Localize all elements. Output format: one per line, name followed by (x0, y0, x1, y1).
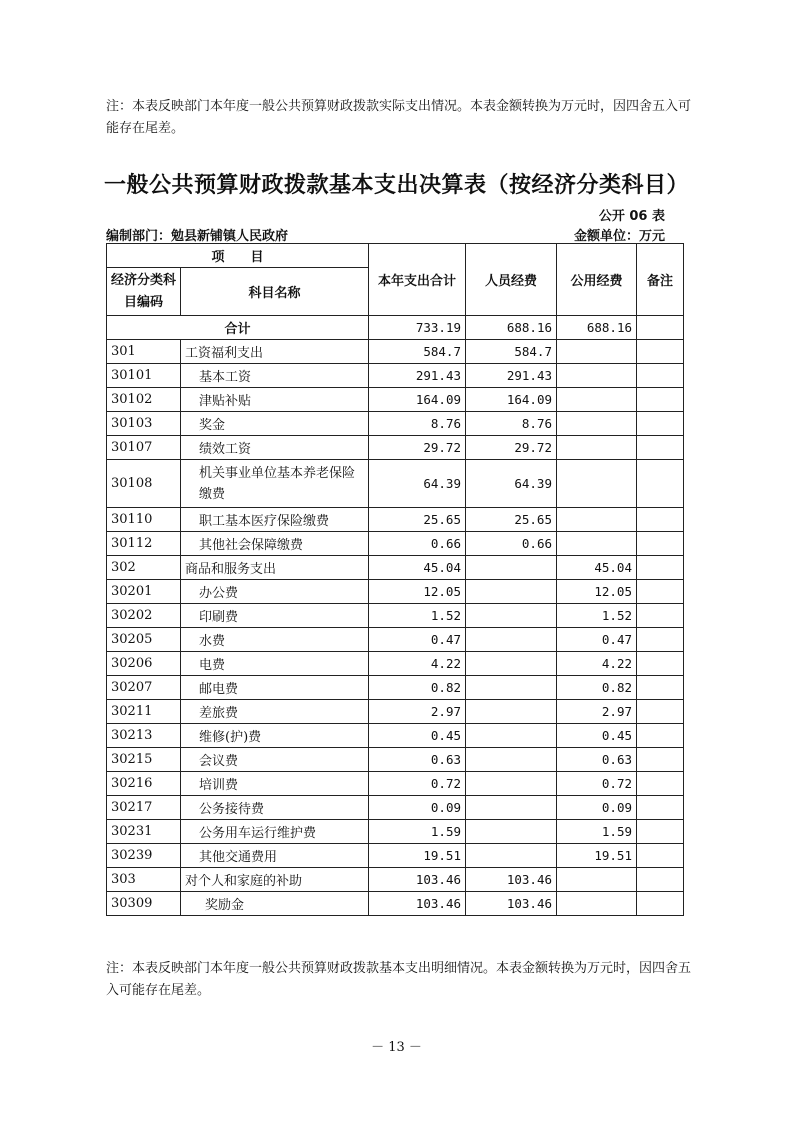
row-remark (637, 676, 684, 700)
row-total: 291.43 (369, 364, 466, 388)
row-public (557, 892, 637, 916)
total-remark (637, 316, 684, 340)
row-code: 30231 (107, 820, 181, 844)
row-total: 1.52 (369, 604, 466, 628)
table-row (107, 628, 684, 652)
row-remark (637, 556, 684, 580)
row-personnel: 103.46 (466, 892, 557, 916)
row-remark (637, 604, 684, 628)
row-code: 30102 (107, 388, 181, 412)
row-code: 301 (107, 340, 181, 364)
row-name: 电费 (181, 652, 369, 676)
header-row-1 (107, 244, 684, 268)
row-total: 25.65 (369, 508, 466, 532)
row-remark (637, 580, 684, 604)
row-public: 4.22 (557, 652, 637, 676)
row-personnel: 25.65 (466, 508, 557, 532)
row-code: 302 (107, 556, 181, 580)
row-personnel (466, 844, 557, 868)
row-public: 1.52 (557, 604, 637, 628)
table-row (107, 460, 684, 508)
row-personnel: 8.76 (466, 412, 557, 436)
row-public: 0.47 (557, 628, 637, 652)
row-code: 30216 (107, 772, 181, 796)
row-code: 30201 (107, 580, 181, 604)
table-row (107, 412, 684, 436)
department-label: 编制部门：勉县新铺镇人民政府 (106, 229, 289, 244)
row-total: 8.76 (369, 412, 466, 436)
row-personnel (466, 604, 557, 628)
row-public: 0.82 (557, 676, 637, 700)
row-personnel (466, 652, 557, 676)
total-amount: 733.19 (369, 316, 466, 340)
row-remark (637, 652, 684, 676)
row-total: 45.04 (369, 556, 466, 580)
header-code: 经济分类科目编码 (107, 268, 181, 316)
row-name: 差旅费 (181, 700, 369, 724)
row-total: 0.09 (369, 796, 466, 820)
row-personnel (466, 772, 557, 796)
header-project: 项 目 (107, 244, 369, 268)
table-row (107, 364, 684, 388)
page-number: － 13 － (371, 1040, 422, 1055)
total-personnel: 688.16 (466, 316, 557, 340)
table-row (107, 892, 684, 916)
row-name: 办公费 (181, 580, 369, 604)
row-remark (637, 628, 684, 652)
row-remark (637, 460, 684, 508)
row-public (557, 412, 637, 436)
row-name: 水费 (181, 628, 369, 652)
row-remark (637, 844, 684, 868)
header-remark: 备注 (637, 244, 684, 316)
row-code: 30309 (107, 892, 181, 916)
row-total: 1.59 (369, 820, 466, 844)
table-row (107, 436, 684, 460)
total-row (107, 316, 684, 340)
row-personnel: 164.09 (466, 388, 557, 412)
header-personnel: 人员经费 (466, 244, 557, 316)
row-code: 30110 (107, 508, 181, 532)
header-name: 科目名称 (181, 268, 369, 316)
row-public: 0.72 (557, 772, 637, 796)
row-name: 职工基本医疗保险缴费 (181, 508, 369, 532)
row-public (557, 532, 637, 556)
row-total: 103.46 (369, 868, 466, 892)
table-row (107, 700, 684, 724)
table-row (107, 340, 684, 364)
table-row (107, 532, 684, 556)
row-name: 会议费 (181, 748, 369, 772)
row-personnel (466, 820, 557, 844)
row-code: 30207 (107, 676, 181, 700)
row-remark (637, 700, 684, 724)
row-name: 邮电费 (181, 676, 369, 700)
row-personnel (466, 724, 557, 748)
row-total: 0.63 (369, 748, 466, 772)
row-public (557, 364, 637, 388)
row-personnel: 0.66 (466, 532, 557, 556)
row-remark (637, 340, 684, 364)
table-row (107, 580, 684, 604)
row-remark (637, 508, 684, 532)
row-code: 30206 (107, 652, 181, 676)
row-personnel (466, 748, 557, 772)
row-total: 12.05 (369, 580, 466, 604)
bottom-note: 注：本表反映部门本年度一般公共预算财政拨款基本支出明细情况。本表金额转换为万元时，因四舍五入可能存在尾差。 (106, 961, 692, 998)
row-public: 0.45 (557, 724, 637, 748)
row-total: 0.82 (369, 676, 466, 700)
row-code: 30108 (107, 460, 181, 508)
row-public (557, 868, 637, 892)
row-name: 其他社会保障缴费 (181, 532, 369, 556)
row-personnel: 29.72 (466, 436, 557, 460)
row-remark (637, 772, 684, 796)
row-remark (637, 724, 684, 748)
row-remark (637, 820, 684, 844)
row-public (557, 460, 637, 508)
row-public: 2.97 (557, 700, 637, 724)
row-remark (637, 532, 684, 556)
row-total: 0.47 (369, 628, 466, 652)
table-row (107, 652, 684, 676)
row-name: 津贴补贴 (181, 388, 369, 412)
row-name: 奖金 (181, 412, 369, 436)
row-code: 30217 (107, 796, 181, 820)
row-personnel (466, 796, 557, 820)
row-public (557, 436, 637, 460)
row-code: 30239 (107, 844, 181, 868)
row-personnel (466, 676, 557, 700)
row-total: 29.72 (369, 436, 466, 460)
row-remark (637, 364, 684, 388)
row-public: 1.59 (557, 820, 637, 844)
row-personnel (466, 700, 557, 724)
row-personnel: 291.43 (466, 364, 557, 388)
row-code: 30213 (107, 724, 181, 748)
page-title: 一般公共预算财政拨款基本支出决算表（按经济分类科目） (103, 173, 689, 198)
row-code: 30112 (107, 532, 181, 556)
table-row (107, 556, 684, 580)
row-personnel (466, 580, 557, 604)
row-name: 商品和服务支出 (181, 556, 369, 580)
row-code: 30107 (107, 436, 181, 460)
table-row (107, 388, 684, 412)
table-row (107, 508, 684, 532)
total-public: 688.16 (557, 316, 637, 340)
row-name: 机关事业单位基本养老保险缴费 (181, 460, 369, 508)
row-total: 103.46 (369, 892, 466, 916)
row-public: 45.04 (557, 556, 637, 580)
row-name: 培训费 (181, 772, 369, 796)
row-code: 30211 (107, 700, 181, 724)
row-remark (637, 748, 684, 772)
row-remark (637, 412, 684, 436)
row-name: 维修(护)费 (181, 724, 369, 748)
row-public (557, 508, 637, 532)
row-code: 30101 (107, 364, 181, 388)
table-row (107, 868, 684, 892)
row-public: 0.63 (557, 748, 637, 772)
row-name: 公务用车运行维护费 (181, 820, 369, 844)
row-remark (637, 796, 684, 820)
table-row (107, 820, 684, 844)
row-personnel: 64.39 (466, 460, 557, 508)
row-total: 0.45 (369, 724, 466, 748)
table-row (107, 844, 684, 868)
row-public (557, 340, 637, 364)
row-name: 印刷费 (181, 604, 369, 628)
row-personnel (466, 628, 557, 652)
row-total: 584.7 (369, 340, 466, 364)
row-name: 公务接待费 (181, 796, 369, 820)
header-total: 本年支出合计 (369, 244, 466, 316)
row-name: 其他交通费用 (181, 844, 369, 868)
row-name: 奖励金 (181, 892, 369, 916)
row-code: 30205 (107, 628, 181, 652)
unit-label: 金额单位：万元 (573, 229, 665, 244)
row-name: 工资福利支出 (181, 340, 369, 364)
row-name: 基本工资 (181, 364, 369, 388)
row-public: 19.51 (557, 844, 637, 868)
row-remark (637, 436, 684, 460)
row-code: 30202 (107, 604, 181, 628)
row-remark (637, 868, 684, 892)
table-row (107, 772, 684, 796)
row-total: 64.39 (369, 460, 466, 508)
row-total: 19.51 (369, 844, 466, 868)
row-name: 绩效工资 (181, 436, 369, 460)
table-row (107, 748, 684, 772)
row-total: 0.72 (369, 772, 466, 796)
row-total: 164.09 (369, 388, 466, 412)
top-note: 注：本表反映部门本年度一般公共预算财政拨款实际支出情况。本表金额转换为万元时，因四舍五入可能存在尾差。 (106, 99, 692, 136)
table-row (107, 724, 684, 748)
row-total: 0.66 (369, 532, 466, 556)
row-name: 对个人和家庭的补助 (181, 868, 369, 892)
row-total: 4.22 (369, 652, 466, 676)
row-remark (637, 892, 684, 916)
row-remark (637, 388, 684, 412)
row-code: 30103 (107, 412, 181, 436)
row-personnel (466, 556, 557, 580)
table-code: 公开 06 表 (598, 209, 665, 224)
expenditure-table (106, 243, 684, 916)
row-code: 303 (107, 868, 181, 892)
row-public (557, 388, 637, 412)
row-public: 12.05 (557, 580, 637, 604)
header-public: 公用经费 (557, 244, 637, 316)
row-personnel: 103.46 (466, 868, 557, 892)
table-row (107, 604, 684, 628)
table-row (107, 796, 684, 820)
row-total: 2.97 (369, 700, 466, 724)
row-code: 30215 (107, 748, 181, 772)
total-label: 合计 (107, 316, 369, 340)
table-row (107, 676, 684, 700)
row-public: 0.09 (557, 796, 637, 820)
row-personnel: 584.7 (466, 340, 557, 364)
